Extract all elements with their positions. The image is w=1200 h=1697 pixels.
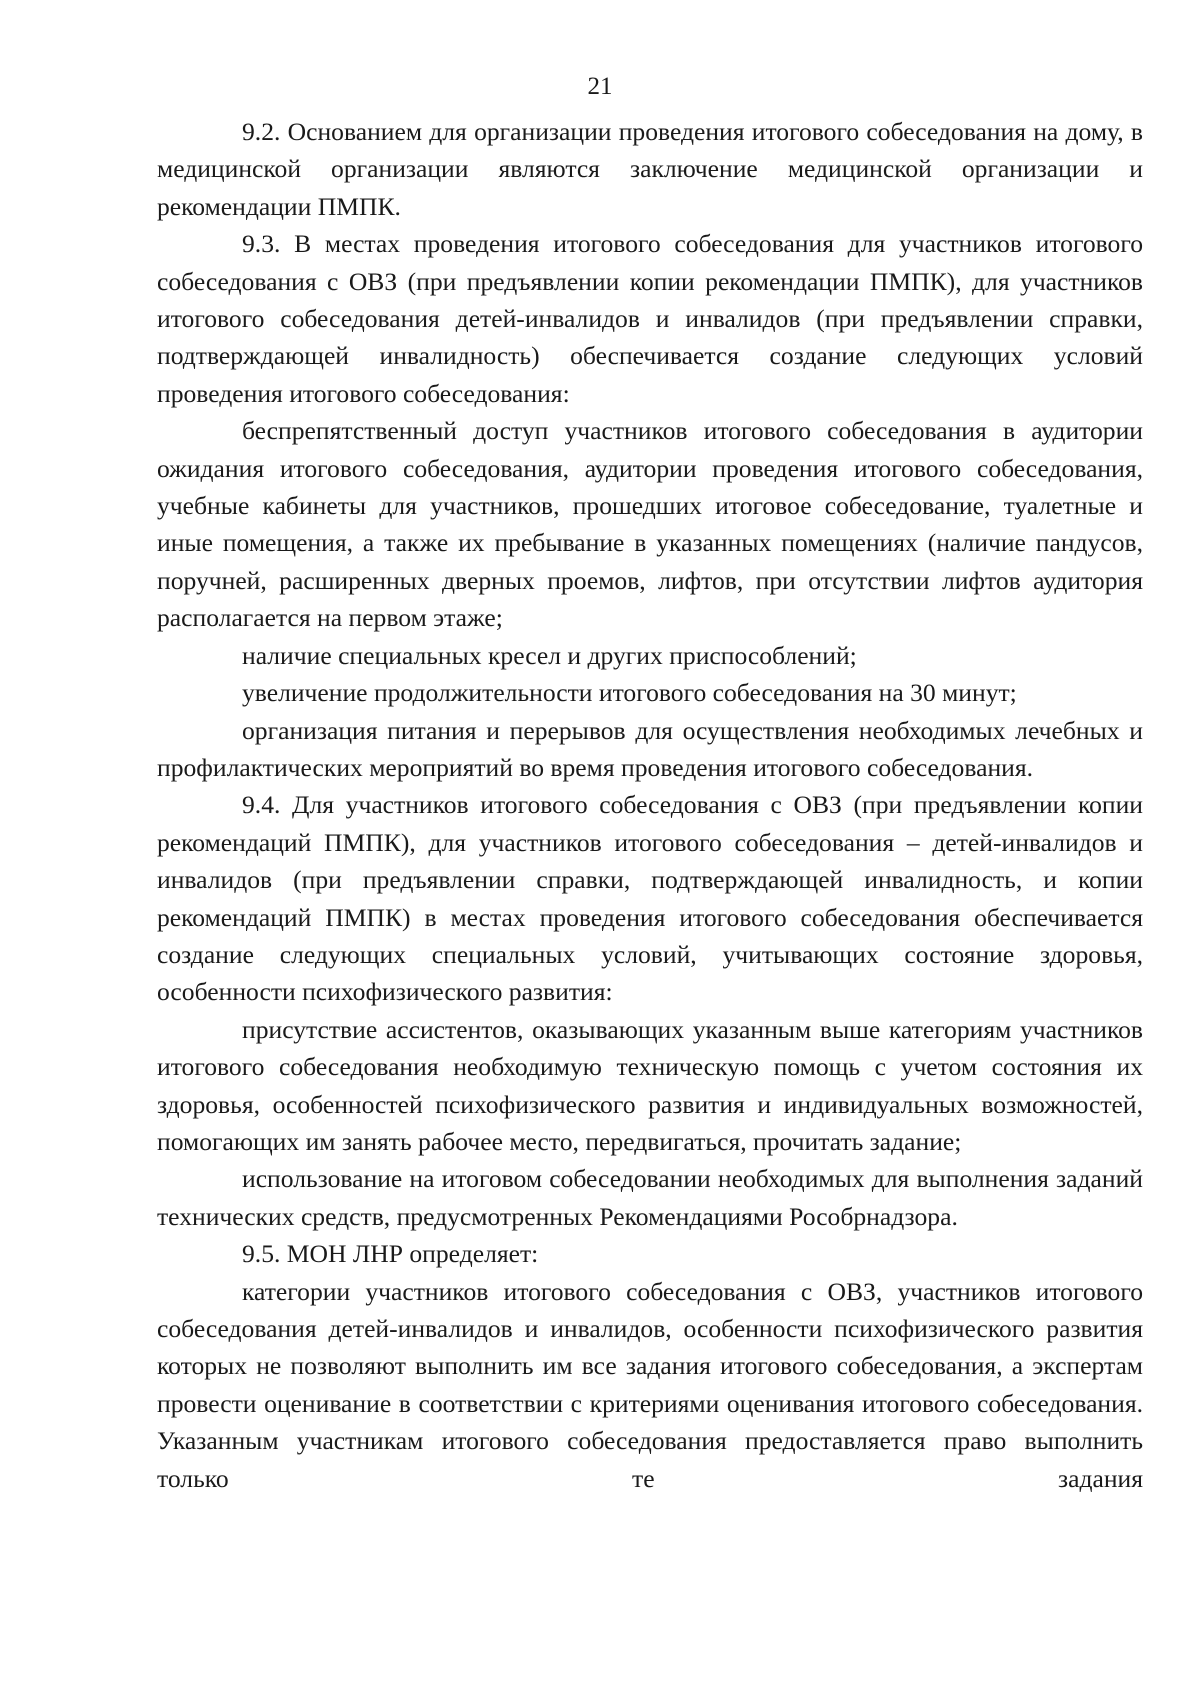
paragraph-9-3: 9.3. В местах проведения итогового собеседования для участников итогового собеседования с ОВЗ (при предъявлении копии рекомендации ПМПК), для участников итогового собеседования детей-инвалидов и инвалидов (при предъявлении справки, подтверждающей инвалидность) обеспечивается создание следующих условий проведения итогового собеседования:	[157, 229, 1143, 408]
paragraph-assistants: присутствие ассистентов, оказывающих указанным выше категориям участников итогового собеседования необходимую техническую помощь с учетом состояния их здоровья, особенностей психофизического развития и индивидуальных возможностей, помогающих им занять рабочее место, передвигаться, прочитать задание;	[157, 1014, 1143, 1156]
paragraph-9-2: 9.2. Основанием для организации проведения итогового собеседования на дому, в медицинской организации являются заключение медицинской организации и рекомендации ПМПК.	[157, 117, 1143, 221]
paragraph-technical-means: использование на итоговом собеседовании необходимых для выполнения заданий технических средств, предусмотренных Рекомендациями Рособрнадзора.	[157, 1164, 1143, 1231]
paragraph-meals: организация питания и перерывов для осуществления необходимых лечебных и профилактических мероприятий во время проведения итогового собеседования.	[157, 715, 1143, 782]
document-body	[157, 113, 1143, 1497]
paragraph-9-4: 9.4. Для участников итогового собеседования с ОВЗ (при предъявлении копии рекомендаций ПМПК), для участников итогового собеседования – детей-инвалидов и инвалидов (при предъявлении справки, подтверждающей инвалидность, и копии рекомендаций ПМПК) в местах проведения итогового собеседования обеспечивается создание следующих специальных условий, учитывающих состояние здоровья, особенности психофизического развития:	[157, 790, 1143, 1007]
paragraph-access: беспрепятственный доступ участников итогового собеседования в аудитории ожидания итогового собеседования, аудитории проведения итогового собеседования, учебные кабинеты для участников, прошедших итоговое собеседование, туалетные и иные помещения, а также их пребывание в указанных помещениях (наличие пандусов, поручней, расширенных дверных проемов, лифтов, при отсутствии лифтов аудитория располагается на первом этаже;	[157, 416, 1143, 633]
page-number: 21	[587, 73, 613, 100]
paragraph-chairs: наличие специальных кресел и других приспособлений;	[242, 640, 857, 670]
paragraph-9-5: 9.5. МОН ЛНР определяет:	[242, 1239, 539, 1269]
paragraph-categories: категории участников итогового собеседования с ОВЗ, участников итогового собеседования детей-инвалидов и инвалидов, особенности психофизического развития которых не позволяют выполнить им все задания итогового собеседования, а экспертам провести оценивание в соответствии с критериями оценивания итогового собеседования. Указанным участникам итогового собеседования предоставляется право выполнить только те задания	[157, 1276, 1143, 1493]
paragraph-duration: увеличение продолжительности итогового собеседования на 30 минут;	[242, 678, 1017, 708]
